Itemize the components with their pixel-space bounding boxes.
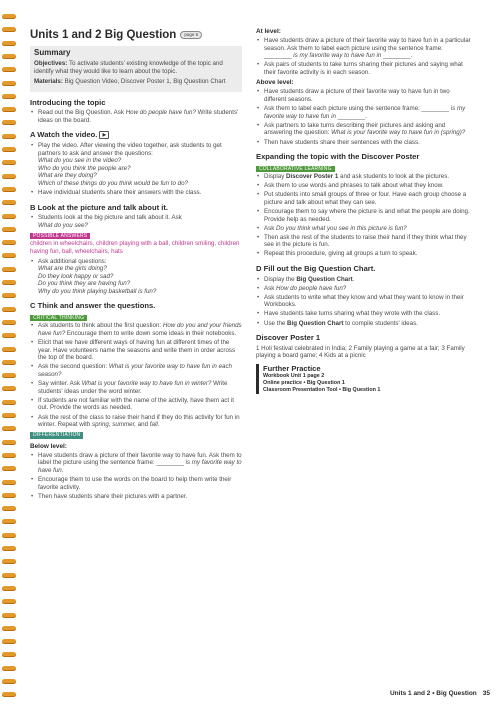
binding-ring (2, 373, 16, 378)
binding-ring (2, 613, 16, 618)
spiral-binding (0, 0, 22, 714)
list-item: • Ask How do people have fun? (264, 285, 472, 293)
online-practice-link: Online practice • Big Question 1 (263, 379, 345, 386)
binding-ring (2, 147, 16, 152)
binding-ring (2, 293, 16, 298)
binding-ring (2, 307, 16, 312)
above-level-list (256, 88, 472, 146)
page-footer (378, 690, 490, 698)
discover-poster-heading: Discover Poster 1 (256, 333, 321, 343)
materials: Materials: Big Question Video, Discover Poster 1, Big Question Chart (34, 78, 226, 86)
further-practice-box (256, 364, 472, 394)
list-item: • Have students draw a picture of their favorite way to have fun in a particular season. Ask them to label each picture using the sentence frame: ________ is my favorite way to have fun in ________. (264, 37, 472, 60)
binding-ring (2, 413, 16, 418)
binding-ring (2, 134, 16, 139)
binding-ring (2, 67, 16, 72)
section-b-list (30, 214, 242, 229)
list-item: • Ask them to label each picture using the sentence frame: ________ is my favorite way to have fun in ________. (264, 105, 472, 120)
page-badge: page 6 (180, 31, 202, 39)
section-d-list (256, 276, 472, 328)
binding-ring (2, 466, 16, 471)
binding-ring (2, 559, 16, 564)
binding-ring (2, 533, 16, 538)
binding-ring (2, 679, 16, 684)
binding-ring (2, 386, 16, 391)
binding-ring (2, 360, 16, 365)
binding-ring (2, 426, 16, 431)
binding-ring (2, 320, 16, 325)
list-item: • Ask Do you think what you see in this picture is fun? (264, 225, 472, 233)
binding-ring (2, 227, 16, 232)
list-item: • Then ask the rest of the students to raise their hand if they think what they see in the picture is fun. (264, 234, 472, 249)
binding-ring (2, 626, 16, 631)
section-b-list-2 (30, 258, 242, 296)
binding-ring (2, 174, 16, 179)
critical-thinking-tag: CRITICAL THINKING (30, 315, 87, 322)
intro-list (30, 109, 242, 124)
binding-ring (2, 652, 16, 657)
list-item: • Students look at the big picture and talk about it. Ask What do you see? (38, 214, 242, 229)
binding-ring (2, 599, 16, 604)
binding-ring (2, 333, 16, 338)
list-item: • Ask students to write what they know and what they want to know in their Workbooks. (264, 294, 472, 309)
binding-ring (2, 400, 16, 405)
binding-ring (2, 692, 16, 697)
page-title: Units 1 and 2 Big Question page 6 (30, 28, 242, 42)
list-item: • Encourage them to say where the picture is and what the people are doing. Provide help as needed. (264, 208, 472, 223)
binding-ring (2, 27, 16, 32)
section-c-list (30, 322, 242, 428)
section-d-heading: D Fill out the Big Question Chart. (256, 264, 376, 274)
footer-label: Units 1 and 2 • Big Question (389, 690, 477, 697)
binding-ring (2, 107, 16, 112)
binding-ring (2, 666, 16, 671)
list-item: • Ask the second question: What is your favorite way to have fun in each season? (38, 363, 242, 378)
collaborative-learning-tag: COLLABORATIVE LEARNING (256, 166, 335, 173)
binding-ring (2, 94, 16, 99)
binding-ring (2, 480, 16, 485)
above-level-heading: Above level: (256, 79, 294, 87)
summary-box (30, 46, 242, 92)
at-level-heading: At level: (256, 28, 281, 35)
below-level-heading: Below level: (30, 442, 67, 450)
video-play-icon: ▶ (99, 131, 109, 139)
binding-ring (2, 506, 16, 511)
section-a-heading: A Watch the video. ▶ (30, 130, 242, 140)
expanding-list (256, 173, 472, 258)
intro-heading: Introducing the topic (30, 97, 106, 107)
section-c-heading: C Think and answer the questions. (30, 301, 156, 311)
list-item: • Display the Big Question Chart. (264, 276, 472, 284)
further-practice-title: Further Practice (263, 363, 321, 373)
binding-ring (2, 41, 16, 46)
possible-answers-text: children in wheelchairs, children playing with a ball, children smiling, children having fun, ball, wheelchairs, hats (30, 240, 240, 255)
binding-ring (2, 54, 16, 59)
discover-poster-text: 1 Holi festival celebrated in India; 2 Family playing a game at a fair; 3 Family playing a board game; 4 Kids at a picnic (256, 344, 465, 360)
objectives: Objectives: To activate students' existing knowledge of the topic and identify what they would like to learn about the topic. (34, 60, 223, 75)
workbook-link: Workbook Unit 1 page 2 (263, 372, 325, 379)
binding-ring (2, 253, 16, 258)
section-b-heading: B Look at the picture and talk about it. (30, 202, 168, 212)
list-item: • Use the Big Question Chart to compile students' ideas. (264, 320, 472, 328)
list-item: • Encourage them to use the words on the board to help them write their favorite activity. (38, 476, 242, 491)
list-item: • Play the video. After viewing the video together, ask students to get partners to ask and answer the questions: What do you see in the video? Who do you think the people are? What are they doing? Which of these things do you think would be fun to do? (38, 142, 242, 188)
list-item: • Have students draw a picture of their favorite way to have fun in two different seasons. (264, 88, 472, 103)
differentiation-tag: DIFFERENTIATION (30, 432, 83, 439)
binding-ring (2, 546, 16, 551)
list-item: • If students are not familiar with the name of the activity, have them act it out. Provide the words as needed. (38, 397, 242, 412)
list-item: • Then have students share their sentences with the class. (264, 139, 472, 147)
expanding-heading: Expanding the topic with the Discover Poster (256, 152, 420, 162)
list-item: • Have students take turns sharing what they wrote with the class. (264, 310, 472, 318)
binding-ring (2, 453, 16, 458)
binding-ring (2, 347, 16, 352)
list-item: • Read out the Big Question. Ask How do people have fun? Write students' ideas on the board. (38, 109, 242, 124)
binding-ring (2, 120, 16, 125)
right-column (256, 28, 472, 394)
binding-ring (2, 240, 16, 245)
summary-heading: Summary (34, 48, 71, 57)
binding-ring (2, 81, 16, 86)
list-item: • Have students draw a picture of their favorite way to have fun. Ask them to label the picture using the sentence frame: ________ is my favorite way to have fun. (38, 452, 242, 475)
section-a-list (30, 142, 242, 197)
presentation-tool-link: Classroom Presentation Tool • Big Question 1 (263, 386, 381, 393)
binding-ring (2, 440, 16, 445)
list-item: • Display Discover Poster 1 and ask students to look at the pictures. (264, 173, 472, 181)
binding-ring (2, 267, 16, 272)
list-item: • Have individual students share their answers with the class. (38, 189, 242, 197)
below-level-list (30, 452, 242, 501)
at-level-list (256, 37, 472, 76)
binding-ring (2, 519, 16, 524)
list-item: • Say winter. Ask What is your favorite way to have fun in winter? Write students' ideas under the word winter. (38, 380, 242, 395)
list-item: • Ask the rest of the class to raise their hand if they do this activity for fun in winter. Repeat with spring, summer, and fall. (38, 414, 242, 429)
possible-answers-tag: POSSIBLE ANSWERS (30, 233, 90, 240)
binding-ring (2, 160, 16, 165)
list-item: • Then have students share their pictures with a partner. (38, 493, 242, 501)
list-item: • Elicit that we have different ways of having fun at different times of the year. Have volunteers name the seasons and write them in order across the top of the board. (38, 339, 242, 362)
list-item: • Ask pairs of students to take turns sharing their pictures and saying what their favorite activity is in each season. (264, 61, 472, 76)
binding-ring (2, 200, 16, 205)
binding-ring (2, 14, 16, 19)
list-item: • Repeat this procedure, giving all groups a turn to speak. (264, 250, 472, 258)
binding-ring (2, 573, 16, 578)
binding-ring (2, 493, 16, 498)
binding-ring (2, 639, 16, 644)
binding-ring (2, 187, 16, 192)
binding-ring (2, 280, 16, 285)
left-column (30, 28, 242, 502)
list-item: • Ask them to use words and phrases to talk about what they know. (264, 182, 472, 190)
binding-ring (2, 214, 16, 219)
list-item: • Ask students to think about the first question: How do you and your friends have fun? Encourage them to write down some ideas in their notebooks. (38, 322, 242, 337)
list-item: • Ask partners to take turns describing their pictures and asking and answering the question: What is your favorite way to have fun in (spring)? (264, 122, 472, 137)
list-item: • Put students into small groups of three or four. Have each group choose a picture and talk about what they can see. (264, 191, 472, 206)
list-item: • Ask additional questions: What are the girls doing? Do they look happy or sad? Do you think they are having fun? Why do you think playing basketball is fun? (38, 258, 242, 296)
binding-ring (2, 586, 16, 591)
page-number: 35 (482, 690, 490, 697)
